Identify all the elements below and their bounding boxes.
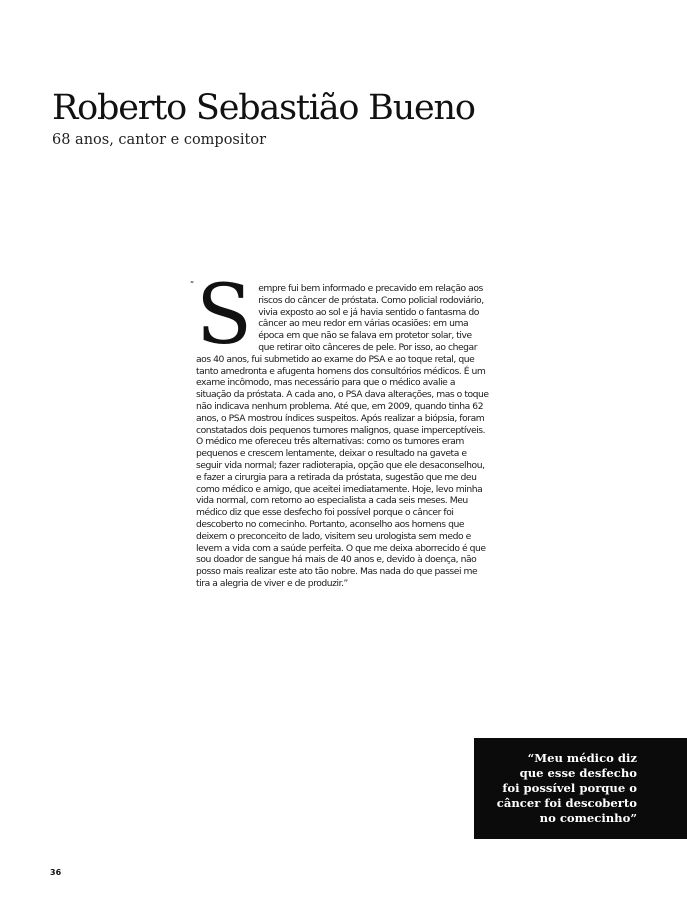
article-text: empre fui bem informado e precavido em relação aos riscos do câncer de próstata. Como policial rodoviário, vivia exposto ao sol e já havia sentido o fantasma do câncer ao meu redor em várias ocasiões: em uma época em que não se falava em protetor solar, tive que retirar oito cânceres de pele. Por isso, ao chegar aos 40 anos, fui submetido ao exame do PSA e ao toque retal, que tanto amedronta e afugenta homens dos consultórios médicos. É um exame incômodo, mas necessário para que o médico avalie a situação da próstata. A cada ano, o PSA dava alterações, mas o toque não indicava nenhum problema. Até que, em 2009, quando tinha 62 anos, o PSA mostrou índices suspeitos. Após realizar a biópsia, foram constatados dois pequenos tumores malignos, quase imperceptíveis. O médico me ofereceu três alternativas: como os tumores eram pequenos e crescem lentamente, deixar o resultado na gaveta e seguir vida normal; fazer radioterapia, opção que ele desaconselhou, e fazer a cirurgia para a retirada da próstata, sugestão que me deu como médico e amigo, que aceitei imediatamente. Hoje, levo minha vida normal, com retorno ao especialista a cada seis meses. Meu médico diz que esse desfecho foi possível porque o câncer foi descoberto no comecinho. Portanto, aconselho aos homens que deixem o preconceito de lado, visitem seu urologista sem medo e levem a vida com a saúde perfeita. O que me deixa aborrecido é que sou doador de sangue há mais de 40 anos e, devido à doença, não posso mais realizar este ato tão nobre. Mas nada do que passei me tira a alegria de viver e de produzir.” — [196, 283, 489, 589]
pull-quote-text: “Meu médico diz que esse desfecho foi possível porque o câncer foi descoberto no comecinho” — [496, 751, 637, 825]
opening-quote-mark: “ — [190, 280, 195, 289]
drop-cap: S — [196, 268, 253, 363]
article-body — [190, 268, 490, 590]
page-subtitle: 68 anos, cantor e compositor — [52, 132, 267, 148]
page-title: Roberto Sebastião Bueno — [52, 88, 475, 128]
pull-quote-box — [474, 738, 687, 839]
page-number: 36 — [50, 868, 62, 877]
